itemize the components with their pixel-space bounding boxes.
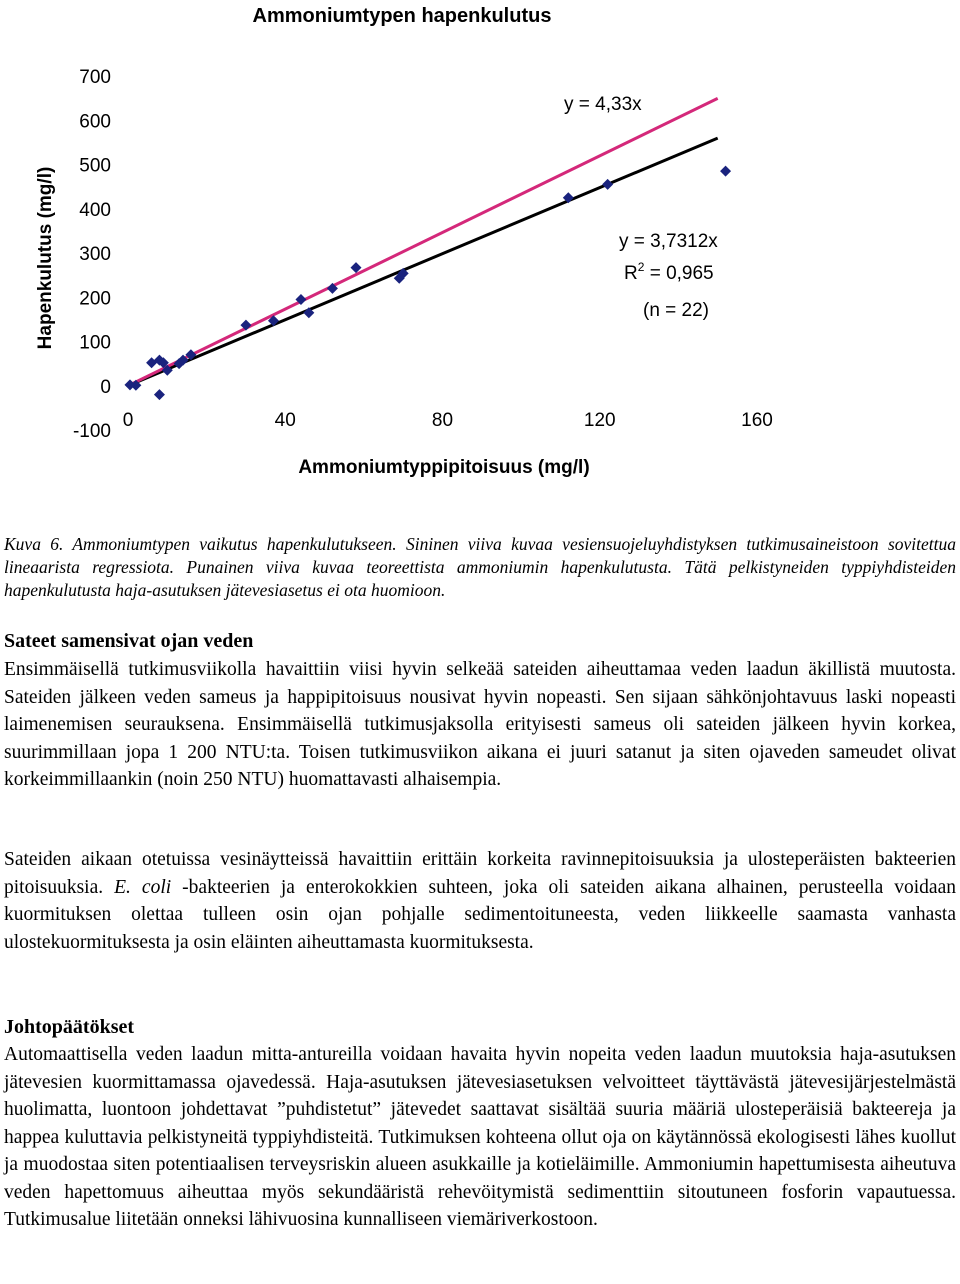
paragraph-rain-1: Ensimmäisellä tutkimusviikolla havaittiin viisi hyvin selkeää sateiden aiheuttamaa veden laadun äkillistä muutosta. Sateiden jälkeen veden sameus ja happipitoisuus nousivat hyvin nopeasti. Sen sijaan sähkönjohtavuus laski nopeasti laimenemisen seurauksena. Ensimmäisellä tutkimusjaksolla erityisesti sameus oli sateiden jälkeen hyvin korkea, suurimmillaan jopa 1 200 NTU:ta. Toisen tutkimusviikon aikana ei juuri satanut ja siten ojaveden sameudet olivat korkeimmillaankin (noin 250 NTU) huomattavasti alhaisempia. <box>4 659 956 790</box>
y-tick-label: 200 <box>79 288 111 310</box>
chart-title: Ammoniumtypen hapenkulutus <box>252 5 552 27</box>
x-tick-label: 80 <box>431 410 454 431</box>
figure-caption: Kuva 6. Ammoniumtypen vaikutus hapenkulutukseen. Sininen viiva kuvaa vesiensuojeluyhdistyksen tutkimusaineistoon sovitettua lineaarista regressiota. Punainen viiva kuvaa teoreettista ammoniumin hapenkulutusta. Tätä pelkistyneiden typpiyhdisteiden hapenkulutusta haja-asutuksen jätevesiasetus ei ota huomioon. <box>4 534 956 600</box>
paragraph-rain-2-text-a: Sateiden aikaan otetuissa vesinäytteissä havaittiin erittäin korkeita ravinnepitoisuuksia ja ulosteperäisten bakteerien pitoisuuksia. <box>4 849 956 898</box>
x-tick-label: 120 <box>583 410 616 431</box>
data-point <box>602 179 613 190</box>
r-squared: $R^2 = 0,965$ <box>624 260 714 284</box>
section-title-rain: Sateet samensivat ojan veden <box>4 630 254 652</box>
x-tick-labels <box>123 410 773 431</box>
data-points <box>124 166 731 400</box>
data-point <box>720 166 731 177</box>
y-tick-label: 700 <box>79 67 111 88</box>
y-tick-label: 100 <box>79 332 111 354</box>
y-tick-label: -100 <box>72 421 111 442</box>
y-tick-label: 400 <box>79 199 111 221</box>
section-title-conclusions: Johtopäätökset <box>4 1016 135 1038</box>
x-tick-label: 40 <box>274 410 296 431</box>
trend-line-regressio <box>128 138 718 386</box>
paragraph-conclusions: Automaattisella veden laadun mitta-antureilla voidaan havaita hyvin nopeita veden laadun muutoksia haja-asutuksen jätevesien kuormittamassa ojavedessä. Haja-asutuksen jätevesiasetuksen velvoitteet täyttävästä jätevesijärjestelmästä huolimatta, luontoon johdettavat ”puhdistetut” jätevedet saattavat sisältää suuria määriä ulosteperäisiä bakteereja ja happea kuluttavia pelkistyneitä typpiyhdisteitä. Tutkimuksen kohteena ollut oja on käytännössä ekologisesti lähes kuollut ja muodostaa siten potentiaalisen terveysriskin alueen asukkaille ja kotieläimille. Ammoniumin hapettumisesta aiheutuva veden hapettomuus aiheuttaa myös sekundääristä rehevöitymistä sedimenttiin sitoutuneen fosforin vapautuessa. Tutkimusalue liitetään onneksi lähivuosina kunnalliseen viemäriverkostoon. <box>4 1044 956 1230</box>
sample-count: (n = 22) <box>643 300 710 321</box>
y-tick-label: 300 <box>79 244 111 265</box>
ammonium-chart <box>0 0 960 490</box>
x-axis-label: Ammoniumtyppipitoisuus (mg/l) <box>298 457 590 478</box>
x-tick-label: 160 <box>741 410 773 431</box>
y-tick-label: 0 <box>100 376 111 398</box>
black-equation: y = 3,7312x <box>619 231 718 252</box>
y-tick-label: 600 <box>79 111 111 133</box>
y-axis-label: Hapenkulutus (mg/l) <box>35 166 56 350</box>
y-tick-label: 500 <box>79 155 111 177</box>
paragraph-rain-2-ecoli: E. coli <box>114 876 172 898</box>
y-tick-labels <box>73 67 111 442</box>
data-point <box>154 389 165 400</box>
x-tick-label: 0 <box>122 410 134 431</box>
paragraph-rain-2 <box>4 846 956 956</box>
paragraph-rain-2-text-b: -bakteerien ja enterokokkien suhteen, joka oli sateiden aikana alhainen, perusteella voidaan kuormituksen olettaa tulleen osin ojan pohjalle sedimentoituneesta, veden liikkeelle saamasta vanhasta ulostekuormituksesta ja osin eläinten aiheuttamasta kuormituksesta. <box>4 876 956 953</box>
red-equation: y = 4,33x <box>564 94 642 115</box>
